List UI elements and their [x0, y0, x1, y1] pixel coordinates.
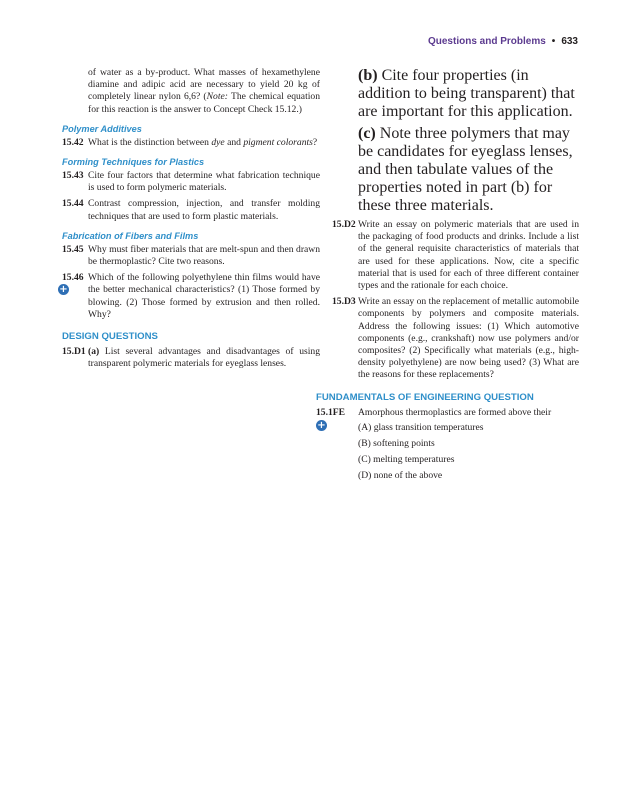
question-number: 15.D1	[62, 346, 86, 358]
question-15-42	[62, 137, 320, 149]
section-fibers-films: Fabrication of Fibers and Films	[62, 230, 199, 241]
carryover-text: of water as a by-product. What masses of hexamethylene diamine and adipic acid are necessary to yield 20 kg of completely linear nylon 6,6? (	[88, 67, 320, 103]
section-polymer-additives: Polymer Additives	[62, 123, 142, 134]
question-number: 15.43	[62, 170, 84, 182]
question-text: Amorphous thermoplastics are formed above their	[358, 406, 552, 418]
question-text: Why must fiber materials that are melt-spun and then drawn be thermoplastic? Cite two reasons.	[88, 243, 320, 268]
part-label: (b)	[358, 67, 378, 84]
design-questions-heading: DESIGN QUESTIONS	[62, 331, 158, 343]
plus-icon[interactable]: +	[59, 284, 68, 296]
question-text: What is the distinction between	[88, 136, 212, 148]
question-text: ?	[312, 136, 318, 148]
left-column	[59, 67, 320, 370]
question-number: 15.42	[62, 136, 84, 148]
choice-d: (D) none of the above	[358, 470, 443, 482]
question-number: 15.45	[62, 243, 84, 255]
carryover-end-text: The chemical equation for this reaction is the answer to Concept Check 15.12.)	[88, 91, 320, 115]
italic-term: pigment colorants	[243, 136, 313, 148]
question-text: Cite four properties (in addition to being transparent) that are important for this application.	[358, 67, 575, 120]
question-15-d1-part-b	[332, 67, 579, 121]
question-number: 15.D2	[332, 219, 356, 230]
note-label: Note:	[206, 91, 228, 103]
question-15-45	[62, 244, 320, 268]
page-number: 633	[561, 36, 578, 47]
part-label: (c)	[358, 125, 376, 142]
choice-a: (A) glass transition temperatures	[358, 421, 484, 433]
question-text: Contrast compression, injection, and transfer molding techniques that are used to form plastic materials.	[88, 198, 320, 222]
fundamentals-heading: FUNDAMENTALS OF ENGINEERING QUESTION	[316, 391, 534, 403]
question-15-43	[62, 170, 320, 194]
carryover-paragraph	[62, 67, 320, 116]
plus-icon[interactable]: +	[317, 419, 326, 431]
question-text: Note three polymers that may be candidates for eyeglass lenses, and then tabulate values of the properties noted in part (b) for these three materials.	[358, 125, 573, 214]
header-separator: •	[551, 36, 556, 47]
running-header	[428, 36, 578, 47]
question-15-d2	[332, 219, 579, 292]
question-15-46	[59, 272, 320, 321]
question-text: Write an essay on the replacement of metallic automobile components by polymers and composite materials. Address the following issues: (1) Which automotive components (e.g., crankshaft) now use polymers and/or composites? (2) Specifically what materials (e.g., high-density polyethylene) are now being used? (3) What are the reasons for these replacements?	[358, 296, 579, 381]
part-label: (a)	[88, 346, 100, 358]
question-text: Cite four factors that determine what fabrication technique is used to form polymeric materials.	[88, 170, 320, 194]
question-number: 15.1FE	[316, 406, 346, 418]
question-number: 15.46	[62, 272, 84, 284]
question-text: and	[224, 136, 244, 148]
question-number: 15.D3	[332, 296, 356, 308]
question-15-d1-part-c	[332, 125, 579, 215]
choice-c: (C) melting temperatures	[358, 454, 455, 466]
choice-b: (B) softening points	[358, 438, 435, 450]
question-number: 15.44	[62, 198, 84, 210]
question-text: Write an essay on polymeric materials that are used in the packaging of food products and drinks. Include a list of the general requisite characteristics of materials that are used for these applications. Now, cite a specific material that is used for each of three different container types and the rationale for each choice.	[358, 219, 579, 292]
question-text: Which of the following polyethylene thin films would have the better mechanical characteristics? (1) Those formed by blowing. (2) Those formed by extrusion and then rolled. Why?	[88, 272, 320, 320]
section-forming-techniques: Forming Techniques for Plastics	[62, 157, 205, 168]
question-15-44	[62, 198, 320, 222]
right-column	[316, 67, 579, 487]
question-15-d1	[62, 346, 320, 370]
italic-term: dye	[211, 136, 225, 148]
header-title: Questions and Problems	[427, 36, 546, 47]
question-15-d3	[332, 296, 579, 381]
question-text: List several advantages and disadvantages of using transparent polymeric materials for eyeglass lenses.	[88, 346, 320, 370]
